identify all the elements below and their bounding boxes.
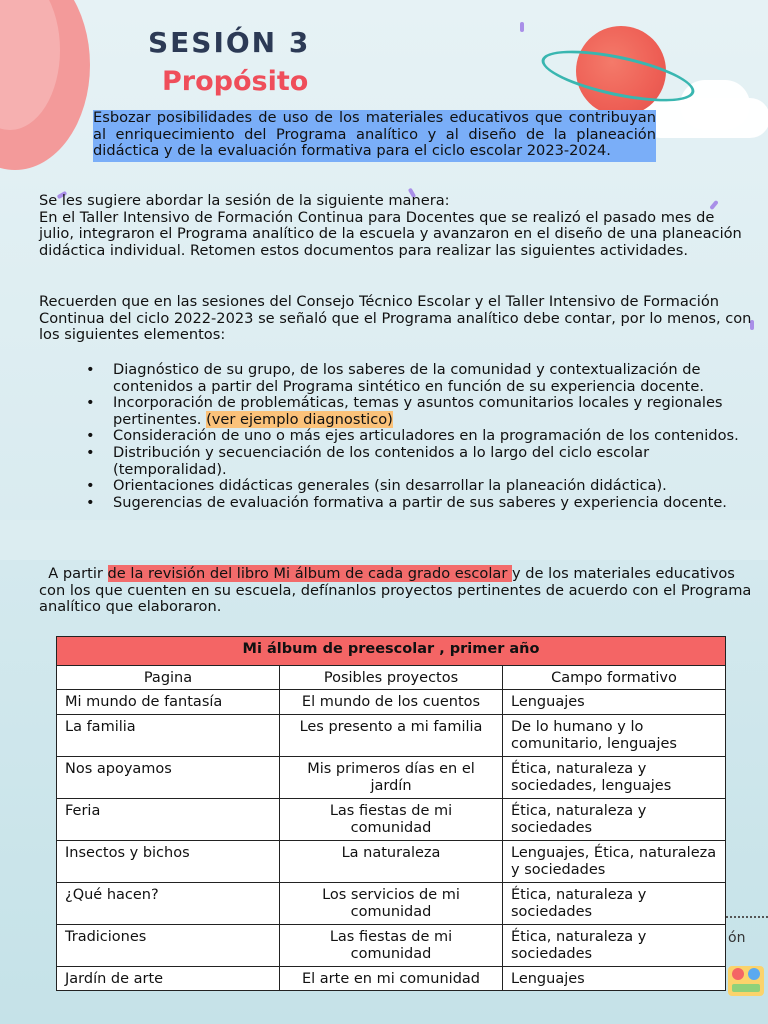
purpose-text: Esbozar posibilidades de uso de los materiales educativos que contribuyan al enriquecimiento del Programa analítico y al diseño de la planeación didáctica y de la evaluación formativa para el ciclo escolar 2023-2024. (93, 110, 656, 162)
intro-line-1: Se les sugiere abordar la sesión de la siguiente manera: (39, 192, 450, 209)
list-item: • Consideración de uno o más ejes articuladores en la programación de los contenidos. (86, 427, 739, 445)
list-item: • Orientaciones didácticas generales (sin desarrollar la planeación didáctica). (86, 477, 667, 495)
recall-paragraph: Recuerden que en las sesiones del Consejo Técnico Escolar y el Taller Intensivo de Formación Continua del ciclo 2022-2023 se señaló que el Programa analítico debe contar, por lo menos, con los siguientes elementos: (39, 293, 752, 344)
table-cell: Mi mundo de fantasía (57, 690, 280, 715)
table-cell: Ética, naturaleza y sociedades (503, 924, 726, 966)
table-cell: Jardín de arte (57, 966, 280, 991)
table-row (57, 882, 726, 924)
list-item: • Distribución y secuenciación de los contenidos a lo largo del ciclo escolar (temporalidad). (86, 443, 650, 478)
diagnostic-example-link[interactable]: (ver ejemplo diagnostico) (206, 410, 393, 428)
table-row (57, 840, 726, 882)
table-cell: Las fiestas de mi comunidad (280, 924, 503, 966)
bullet-icon: • (86, 361, 95, 378)
side-text-fragment: ón (728, 930, 746, 946)
table-row (57, 924, 726, 966)
list-item: • Sugerencias de evaluación formativa a partir de sus saberes y experiencia docente. (86, 493, 727, 511)
column-header: Posibles proyectos (280, 665, 503, 690)
intro-line-2: En el Taller Intensivo de Formación Continua para Docentes que se realizó el pasado mes de julio, integraron el Programa analítico de la escuela y avanzaron en el diseño de una planeación didáctica individual. Retomen estos documentos para realizar las siguientes actividades. (39, 208, 742, 259)
page-subtitle: Propósito (162, 66, 309, 97)
table-cell: Las fiestas de mi comunidad (280, 798, 503, 840)
dotted-divider (726, 916, 768, 918)
table-cell: Nos apoyamos (57, 756, 280, 798)
table-cell: Insectos y bichos (57, 840, 280, 882)
table-cell: La familia (57, 714, 280, 756)
column-header: Campo formativo (503, 665, 726, 690)
table-cell: Lenguajes (503, 966, 726, 991)
table-cell: El mundo de los cuentos (280, 690, 503, 715)
bullet-icon: • (86, 477, 95, 495)
elements-list (86, 362, 756, 511)
table-row (57, 798, 726, 840)
table-row (57, 756, 726, 798)
table-cell: Les presento a mi familia (280, 714, 503, 756)
table-cell: Ética, naturaleza y sociedades (503, 798, 726, 840)
table-cell: Tradiciones (57, 924, 280, 966)
table-cell: ¿Qué hacen? (57, 882, 280, 924)
planet-icon (540, 22, 700, 122)
projects-table (56, 636, 726, 991)
table-caption: Mi álbum de preescolar , primer año (57, 637, 726, 666)
table-cell: Ética, naturaleza y sociedades, lenguajes (503, 756, 726, 798)
table-cell: De lo humano y lo comunitario, lenguajes (503, 714, 726, 756)
school-logo-icon (724, 960, 768, 1000)
table-cell: La naturaleza (280, 840, 503, 882)
table-row (57, 966, 726, 991)
page-title: SESIÓN 3 (148, 26, 311, 59)
bullet-icon: • (86, 394, 95, 412)
bullet-icon: • (86, 443, 95, 461)
table-cell: Ética, naturaleza y sociedades (503, 882, 726, 924)
table-row (57, 690, 726, 715)
bullet-icon: • (86, 427, 95, 445)
table-row (57, 714, 726, 756)
bullet-icon: • (86, 493, 95, 511)
table-cell: Feria (57, 798, 280, 840)
table-cell: Mis primeros días en el jardín (280, 756, 503, 798)
intro-paragraph (39, 193, 753, 259)
table-cell: Lenguajes, Ética, naturaleza y sociedades (503, 840, 726, 882)
list-item: • Incorporación de problemáticas, temas y asuntos comunitarios locales y regionales pertinentes. (ver ejemplo diagnostico) (86, 394, 723, 428)
closing-paragraph: A partir de la revisión del libro Mi álbum de cada grado escolar y de los materiales educativos con los que cuenten en su escuela, defínanlos proyectos pertinentes de acuerdo con el Programa analítico que elaboraron. (39, 565, 752, 616)
list-item: • Diagnóstico de su grupo, de los saberes de la comunidad y contextualización de contenidos a partir del Programa sintético en función de su experiencia docente. (86, 361, 705, 395)
table-cell: Lenguajes (503, 690, 726, 715)
table-cell: El arte en mi comunidad (280, 966, 503, 991)
sparkle-icon (520, 22, 524, 32)
table-cell: Los servicios de mi comunidad (280, 882, 503, 924)
column-header: Pagina (57, 665, 280, 690)
album-highlight: de la revisión del libro Mi álbum de cada grado escolar (107, 565, 512, 582)
